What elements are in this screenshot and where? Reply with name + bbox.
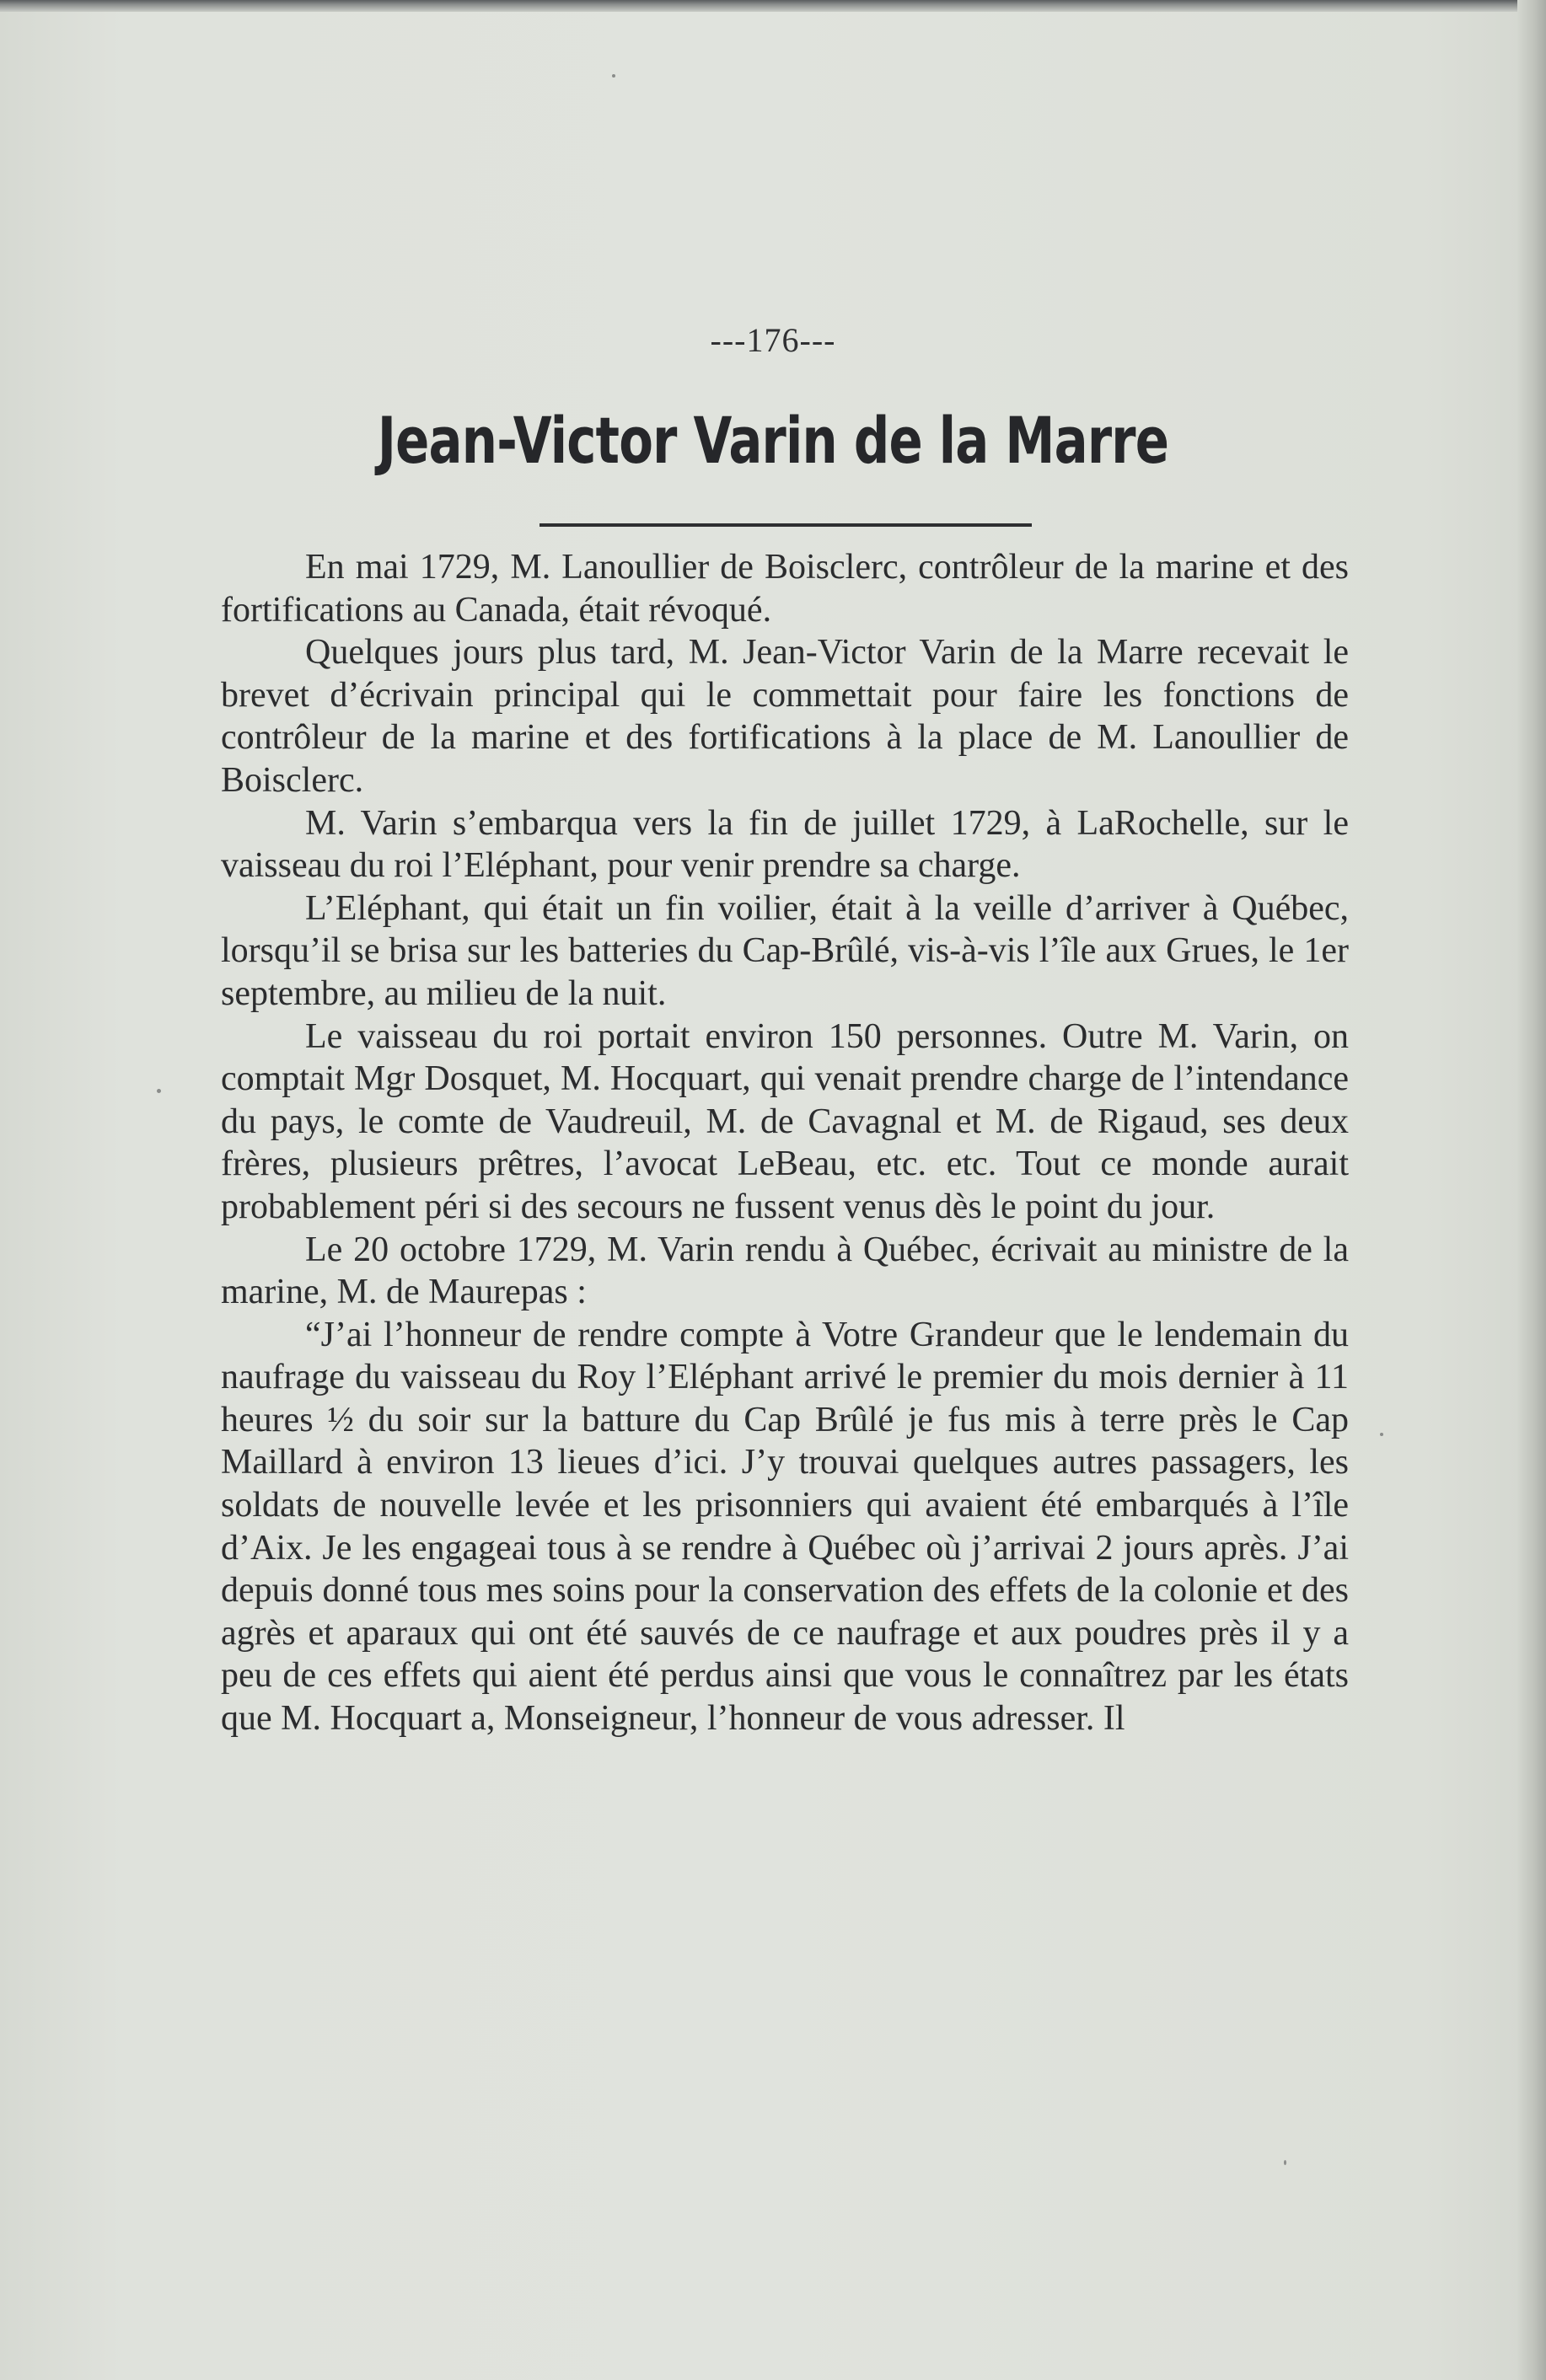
paper-speck: [157, 1089, 161, 1093]
paragraph: Le vaisseau du roi portait environ 150 personnes. Outre M. Varin, on comptait Mgr Dosquet, M. Hocquart, qui venait prendre charge de l’intendance du pays, le comte de Vaudreuil, M. de Cavagnal et M. de Rigaud, ses deux frères, plusieurs prêtres, l’avocat LeBeau, etc. etc. Tout ce monde aurait probablement péri si des secours ne fussent venus dès le point du jour.: [221, 1016, 1349, 1226]
paper-speck: [612, 74, 615, 78]
paragraph: Quelques jours plus tard, M. Jean-Victor Varin de la Marre recevait le brevet d’écrivain principal qui le commettait pour faire les fonctions de contrôleur de la marine et des fortifications à la place de M. Lanoullier de Boisclerc.: [221, 633, 1349, 800]
title-rule: [539, 523, 1032, 527]
paper-speck: [1380, 1433, 1383, 1436]
paragraph: En mai 1729, M. Lanoullier de Boisclerc, contrôleur de la marine et des fortifications au Canada, était révoqué.: [221, 548, 1349, 630]
paragraph: L’Eléphant, qui était un fin voilier, était à la veille d’arriver à Québec, lorsqu’il se brisa sur les batteries du Cap-Brûlé, vis-à-vis l’île aux Grues, le 1er septembre, au milieu de la nuit.: [221, 888, 1349, 1013]
body-text: [221, 546, 1349, 1740]
paragraph: Le 20 octobre 1729, M. Varin rendu à Québec, écrivait au ministre de la marine, M. de Maurepas :: [221, 1230, 1349, 1312]
page-number: ---176---: [710, 321, 836, 359]
paragraph: “J’ai l’honneur de rendre compte à Votre Grandeur que le lendemain du naufrage du vaisseau du Roy l’Eléphant arrivé le premier du mois dernier à 11 heures ½ du soir sur la batture du Cap Brûlé je fus mis à terre près le Cap Maillard à environ 13 lieues d’ici. J’y trouvai quelques autres passagers, les soldats de nouvelle levée et les prisonniers qui avaient été embarqués à l’île d’Aix. Je les engageai tous à se rendre à Québec où j’arrivai 2 jours après. J’ai depuis donné tous mes soins pour la conservation des effets de la colonie et des agrès et aparaux qui ont été sauvés de ce naufrage et aux poudres près il y a peu de ces effets qui aient été perdus ainsi que vous le connaîtrez par les états que M. Hocquart a, Monseigneur, l’honneur de vous adresser. Il: [221, 1315, 1349, 1739]
page-top-edge: [0, 0, 1546, 12]
page-title: Jean-Victor Varin de la Marre: [377, 403, 1169, 478]
paragraph: M. Varin s’embarqua vers la fin de juillet 1729, à LaRochelle, sur le vaisseau du roi l’Eléphant, pour venir prendre sa charge.: [221, 803, 1349, 886]
paper-speck: [1284, 2160, 1286, 2165]
